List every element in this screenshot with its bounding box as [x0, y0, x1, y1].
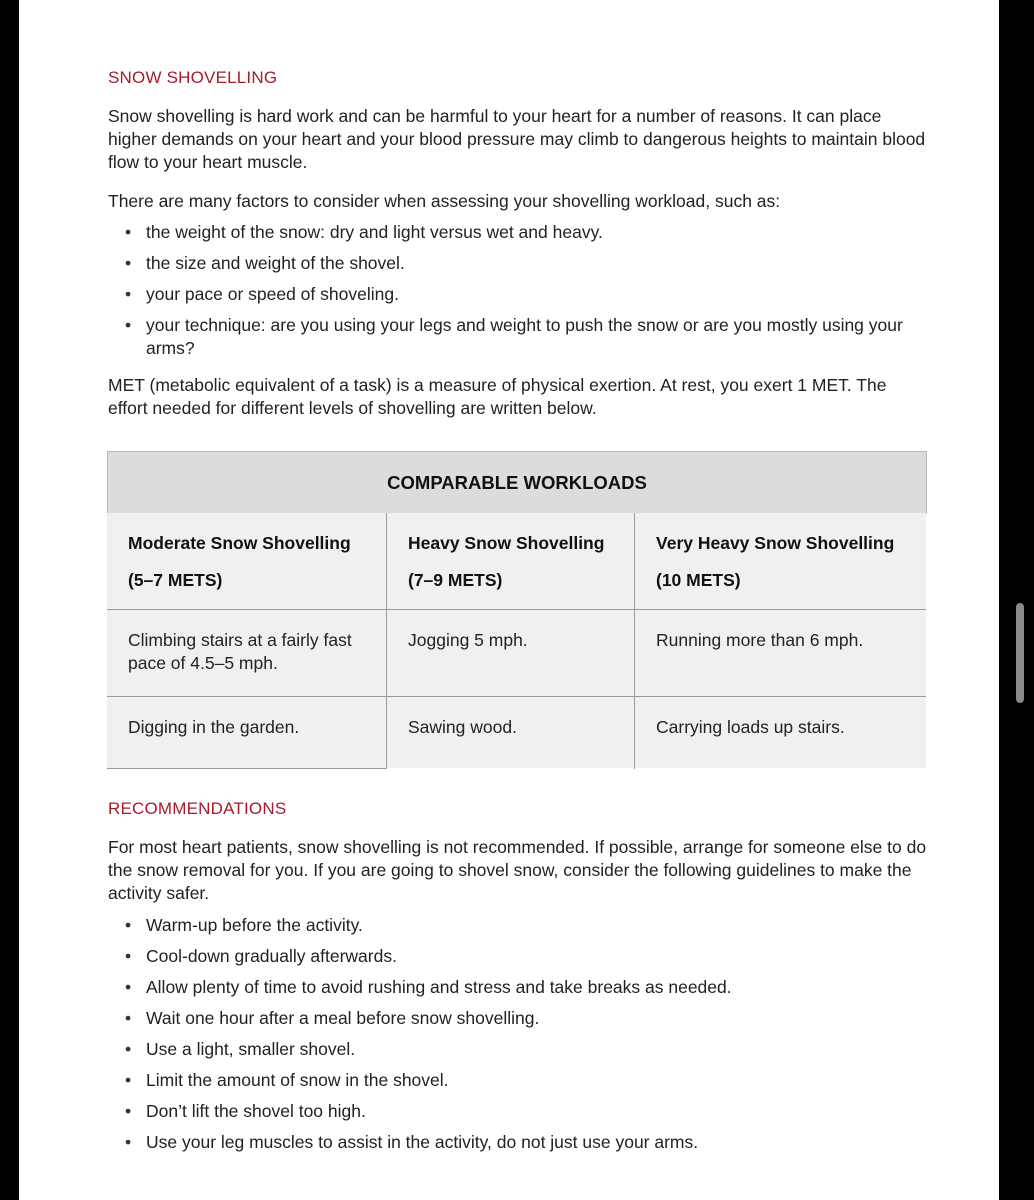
- column-name: Heavy Snow Shovelling: [408, 533, 605, 553]
- column-mets: (7–9 METS): [408, 570, 503, 590]
- recommendations-paragraph: For most heart patients, snow shovelling is not recommended. If possible, arrange for someone else to do the snow removal for you. If you are going to shovel snow, consider the following guidelines to make the activity safer.: [108, 837, 927, 903]
- column-header-very-heavy: [635, 513, 926, 609]
- factors-intro-paragraph: There are many factors to consider when assessing your shovelling workload, such as:: [108, 191, 781, 211]
- list-item: • Cool-down gradually afterwards.: [108, 945, 928, 968]
- list-item: • Use a light, smaller shovel.: [108, 1038, 928, 1061]
- table-cell: Sawing wood.: [387, 697, 634, 768]
- table-cell: Digging in the garden.: [107, 697, 386, 768]
- table-cell: Jogging 5 mph.: [387, 610, 634, 696]
- list-item: • Warm-up before the activity.: [108, 914, 928, 937]
- comparable-workloads-table: [107, 451, 927, 769]
- table-divider: [386, 513, 387, 769]
- intro-paragraph: Snow shovelling is hard work and can be harmful to your heart for a number of reasons. It can place higher demands on your heart and your blood pressure may climb to dangerous heights to maintain blood flow to your heart muscle.: [108, 106, 926, 172]
- document-page: [19, 0, 999, 1200]
- column-header-moderate: [107, 513, 386, 609]
- met-paragraph: MET (metabolic equivalent of a task) is a measure of physical exertion. At rest, you exert 1 MET. The effort needed for different levels of shovelling are written below.: [108, 375, 887, 418]
- column-name: Moderate Snow Shovelling: [128, 533, 351, 553]
- table-title: COMPARABLE WORKLOADS: [107, 451, 927, 514]
- list-item: • Use your leg muscles to assist in the activity, do not just use your arms.: [108, 1131, 928, 1154]
- list-item: • Limit the amount of snow in the shovel.: [108, 1069, 928, 1092]
- table-divider: [107, 696, 926, 697]
- column-mets: (5–7 METS): [128, 570, 223, 590]
- list-item: • the weight of the snow: dry and light versus wet and heavy.: [108, 221, 928, 244]
- list-item: • your pace or speed of shoveling.: [108, 283, 928, 306]
- guidelines-list: [108, 914, 928, 1162]
- factors-list: [108, 221, 928, 368]
- section-heading-snow-shovelling: SNOW SHOVELLING: [108, 68, 278, 87]
- list-item: • Wait one hour after a meal before snow shovelling.: [108, 1007, 928, 1030]
- column-mets: (10 METS): [656, 570, 741, 590]
- table-cell: Running more than 6 mph.: [635, 610, 926, 696]
- table-cell: Climbing stairs at a fairly fast pace of 4.5–5 mph.: [107, 610, 386, 696]
- column-name: Very Heavy Snow Shovelling: [656, 533, 895, 553]
- list-item: • Allow plenty of time to avoid rushing and stress and take breaks as needed.: [108, 976, 928, 999]
- list-item: • Don’t lift the shovel too high.: [108, 1100, 928, 1123]
- table-divider: [634, 513, 635, 769]
- list-item: • your technique: are you using your legs and weight to push the snow or are you mostly using your arms?: [108, 314, 928, 360]
- table-divider: [107, 768, 387, 769]
- section-heading-recommendations: RECOMMENDATIONS: [108, 799, 287, 818]
- vertical-scrollbar[interactable]: [1016, 603, 1024, 703]
- table-cell: Carrying loads up stairs.: [635, 697, 926, 768]
- column-header-heavy: [387, 513, 634, 609]
- table-divider: [107, 609, 926, 610]
- list-item: • the size and weight of the shovel.: [108, 252, 928, 275]
